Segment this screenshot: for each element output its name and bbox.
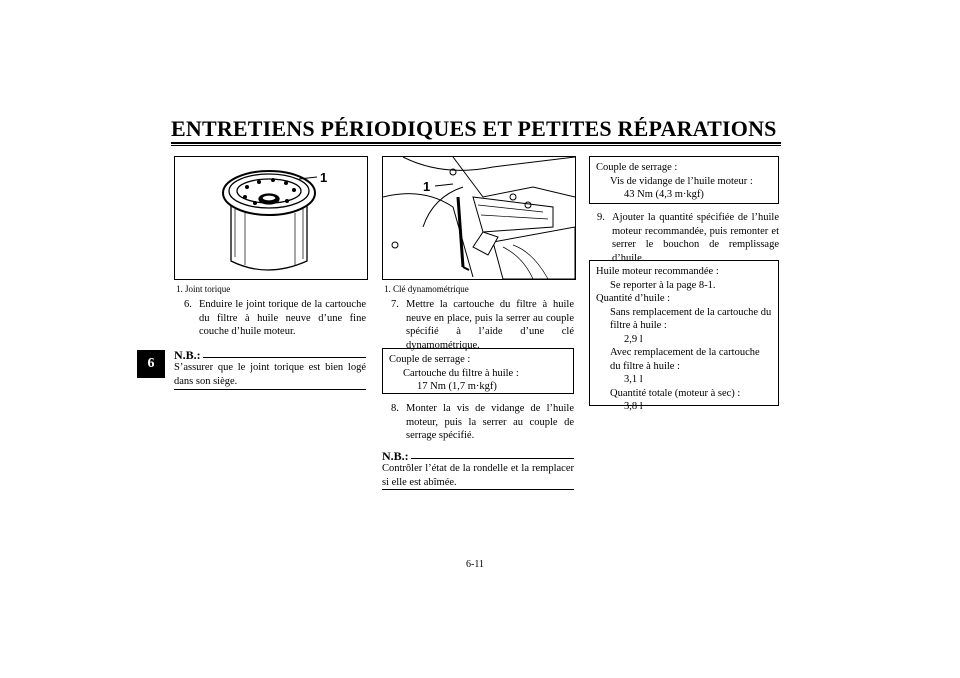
- chapter-tab: 6: [137, 350, 165, 378]
- spec2-a-label: Sans remplacement de la cartouche du filtre à huile :: [610, 306, 772, 331]
- spec1-title: Couple de serrage :: [596, 162, 678, 173]
- spec2-c-value: 3,8 l: [624, 401, 643, 412]
- page-number: 6-11: [466, 559, 484, 570]
- step-6-number: 6.: [184, 299, 192, 310]
- nb-label-2: N.B.:: [382, 449, 409, 463]
- spec2-ref: Se reporter à la page 8-1.: [610, 279, 716, 291]
- figure1-callout: 1: [320, 170, 328, 185]
- nb-rule-2-bottom: [382, 489, 574, 490]
- spec1-item: Vis de vidange de l’huile moteur :: [610, 175, 753, 187]
- nb-rule-2: [411, 458, 574, 459]
- spec2-b-label: Avec remplacement de la cartouche du filtre à huile :: [610, 347, 760, 372]
- spec2-b-value: 3,1 l: [624, 374, 643, 385]
- step-6-text: Enduire le joint torique de la cartouche du filtre à huile neuve d’une fine couche d’huile moteur.: [199, 299, 366, 337]
- nb-text-1: S’assurer que le joint torique est bien logé dans son siège.: [174, 362, 366, 387]
- spec-box-drain-torque: [589, 156, 779, 204]
- step-8-text: Monter la vis de vidange de l’huile moteur, puis la serrer au couple de serrage spécifié.: [406, 403, 574, 441]
- figure2-callout: 1: [423, 179, 431, 194]
- spec2-c-label: Quantité totale (moteur à sec) :: [610, 387, 741, 399]
- figure2-caption: 1. Clé dynamométrique: [384, 284, 469, 294]
- torque-wrench-illustration: [383, 157, 575, 279]
- step-9: [597, 211, 779, 265]
- figure-torque-wrench: [382, 156, 576, 280]
- step-7-text: Mettre la cartouche du filtre à huile neuve en place, puis la serrer au couple spécifié à l’aide d’une clé dynamométrique.: [406, 299, 574, 351]
- title-rule: [171, 142, 781, 144]
- step-7: [391, 298, 574, 352]
- spec2-title: Huile moteur recommandée :: [596, 266, 719, 277]
- page-title: ENTRETIENS PÉRIODIQUES ET PETITES RÉPARATIONS: [171, 116, 777, 141]
- step-7-number: 7.: [391, 299, 399, 310]
- nb-text-2: Contrôler l’état de la rondelle et la remplacer si elle est abîmée.: [382, 463, 574, 488]
- nb-rule-1: [203, 357, 366, 358]
- step-8: [391, 402, 574, 443]
- spec1-value: 43 Nm (4,3 m·kgf): [624, 189, 704, 200]
- step-6: [184, 298, 366, 339]
- spec-box-filter-torque: [382, 348, 574, 394]
- spec-title: Couple de serrage :: [389, 354, 471, 365]
- step-9-number: 9.: [597, 212, 605, 223]
- title-rule-thin: [171, 145, 781, 146]
- spec2-a-value: 2,9 l: [624, 333, 643, 345]
- step-8-number: 8.: [391, 403, 399, 414]
- spec2-qty: Quantité d’huile :: [596, 293, 671, 304]
- spec-item: Cartouche du filtre à huile :: [403, 367, 519, 379]
- nb-rule-1-bottom: [174, 389, 366, 390]
- nb-label-1: N.B.:: [174, 348, 201, 362]
- oil-filter-illustration: [175, 157, 367, 279]
- spec-box-oil-quantity: [589, 260, 779, 412]
- spec-value: 17 Nm (1,7 m·kgf): [417, 381, 497, 392]
- figure-oil-filter: [174, 156, 368, 280]
- step-9-text: Ajouter la quantité spécifiée de l’huile moteur recommandée, puis remonter et serrer le bouchon de remplissage d’huile.: [612, 212, 779, 264]
- figure1-caption: 1. Joint torique: [176, 284, 231, 294]
